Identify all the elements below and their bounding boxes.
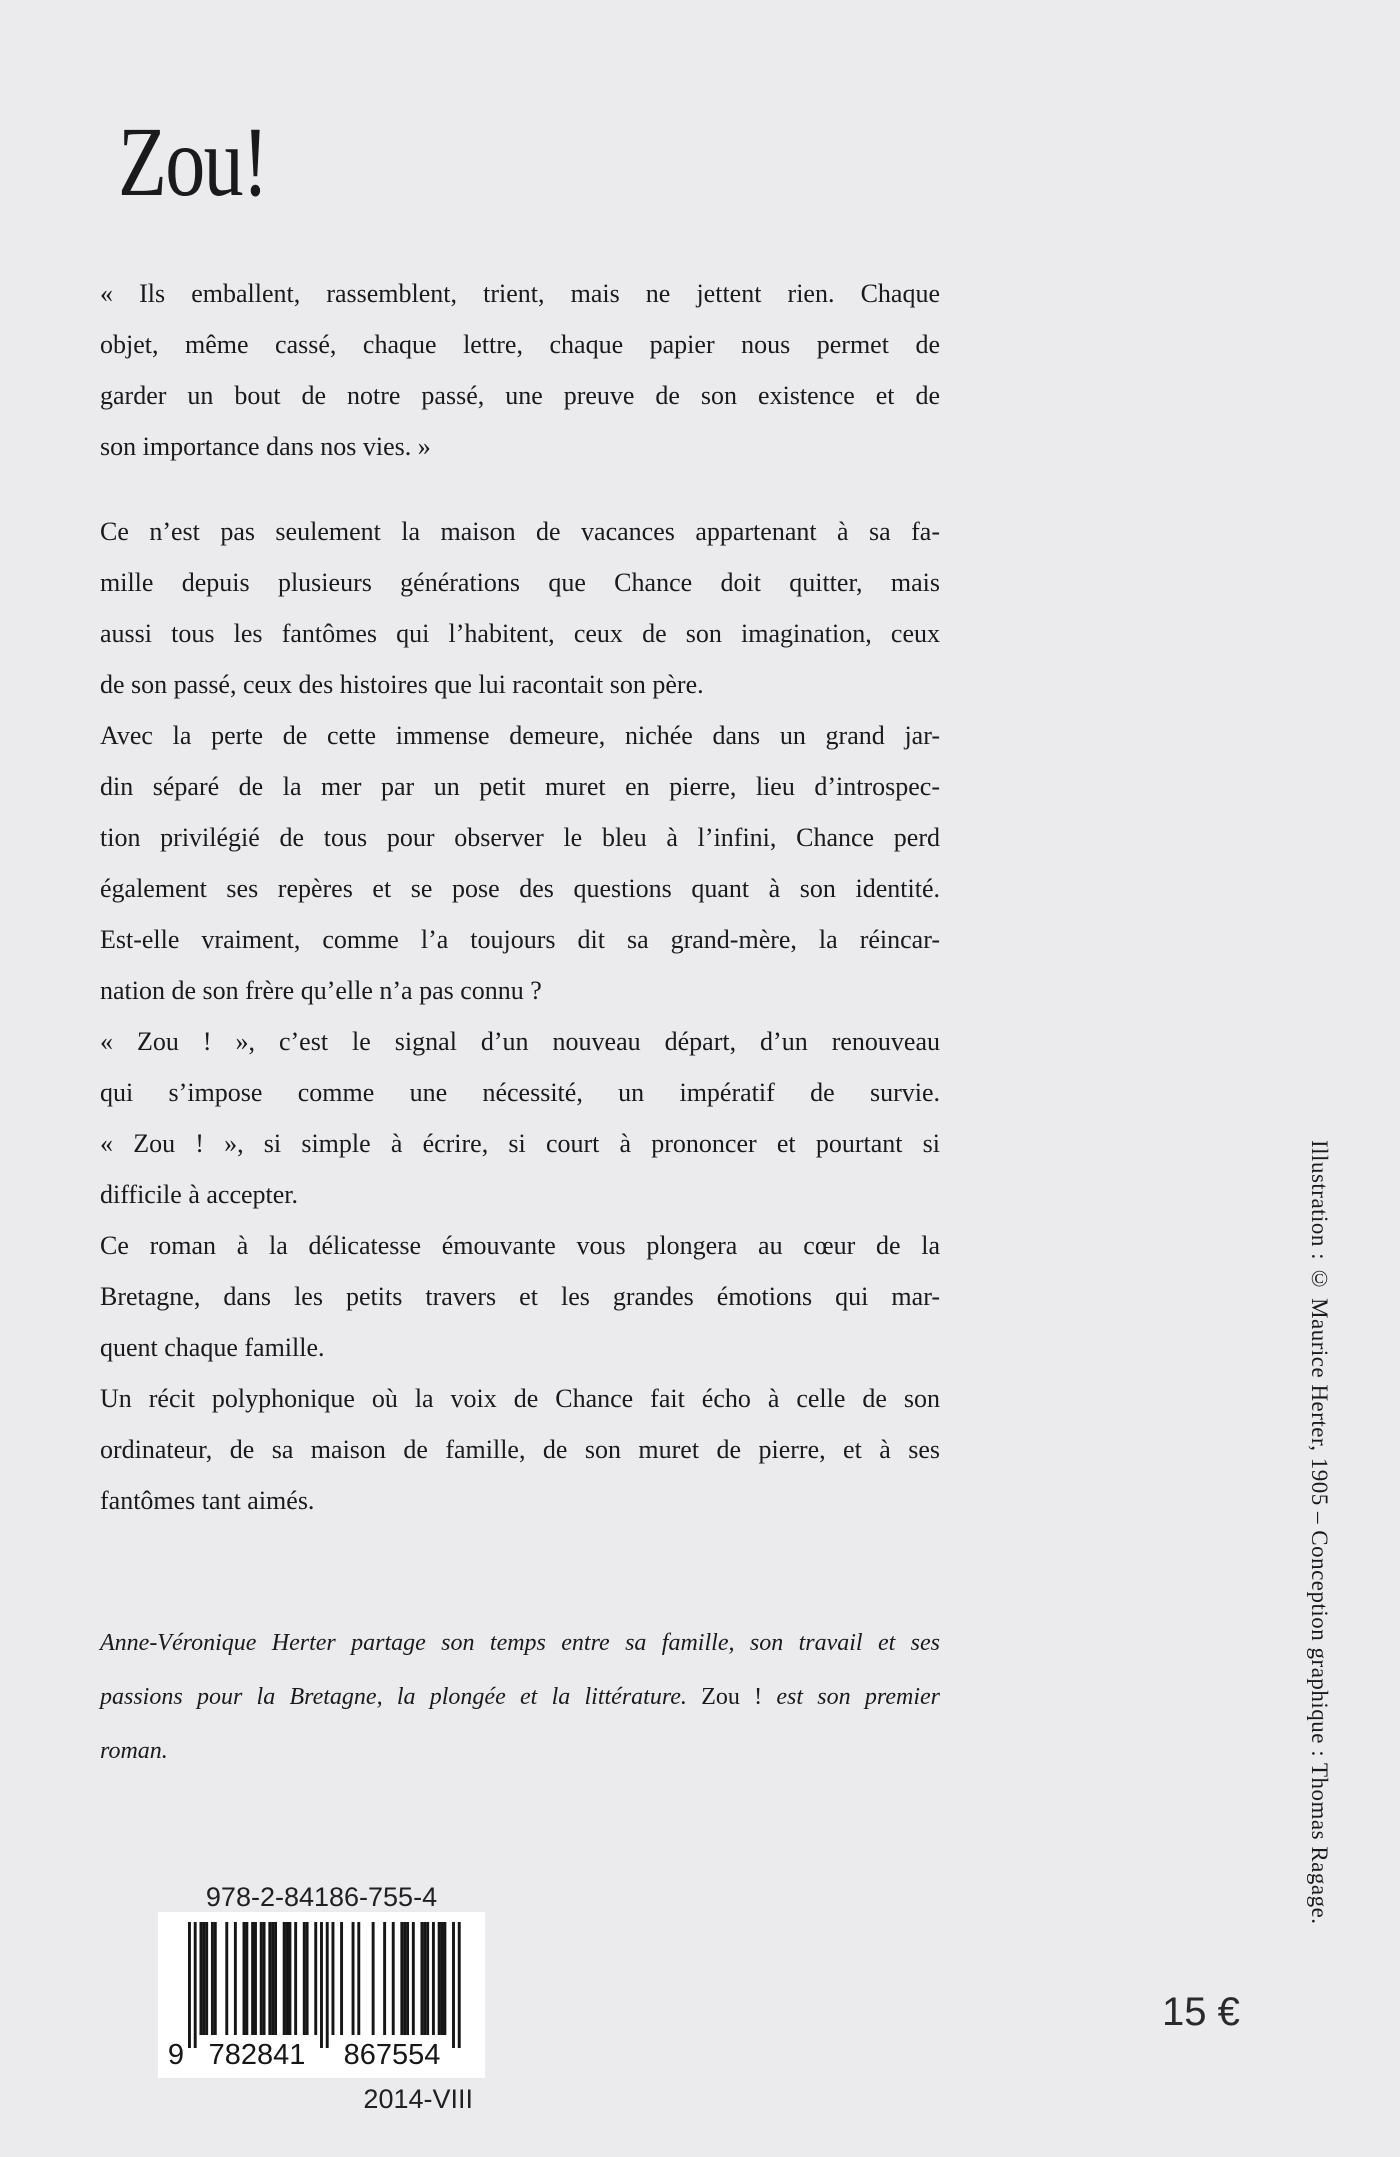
barcode-bar <box>357 1922 360 2035</box>
text-line: difficile à accepter. <box>100 1180 299 1209</box>
barcode-bar <box>214 1922 217 2035</box>
bio-text-segment: est son premier <box>762 1684 941 1710</box>
text-line: objet, même cassé, chaque lettre, chaque papier nous permet de <box>100 330 940 359</box>
text-line: Est-elle vraiment, comme l’a toujours dit sa grand-mère, la réincar- <box>100 925 940 954</box>
barcode-bar <box>194 1922 197 2048</box>
text-line: quent chaque famille. <box>100 1333 325 1362</box>
price: 15 € <box>1162 1990 1240 2034</box>
text-line: tion privilégié de tous pour observer le bleu à l’infini, Chance perd <box>100 823 940 852</box>
barcode-bar <box>260 1922 263 2035</box>
text-line: Anne-Véronique Herter partage son temps entre sa famille, son travail et ses <box>100 1630 940 1656</box>
text-line: Ce roman à la délicatesse émouvante vous plongera au cœur de la <box>100 1231 940 1260</box>
barcode-bar <box>400 1922 403 2035</box>
barcode-bar <box>274 1922 277 2035</box>
barcode-bar <box>254 1922 257 2035</box>
barcode-bar <box>225 1922 228 2035</box>
barcode-bar <box>420 1922 423 2035</box>
quote-paragraph <box>100 268 940 472</box>
barcode-bar <box>303 1922 306 2035</box>
barcode-bar <box>383 1922 386 2035</box>
synopsis-paragraph <box>100 506 940 710</box>
text-line: roman. <box>100 1738 168 1764</box>
text-line: fantômes tant aimés. <box>100 1486 315 1515</box>
text-line: ordinateur, de sa maison de famille, de son muret de pierre, et à ses <box>100 1435 940 1464</box>
isbn-number: 978-2-84186-755-4 <box>205 1882 438 1912</box>
barcode-bar <box>263 1922 266 2035</box>
barcode-bar <box>286 1922 289 2035</box>
text-line: Un récit polyphonique où la voix de Chance fait écho à celle de son <box>100 1384 940 1413</box>
text-line: « Ils emballent, rassemblent, trient, mais ne jettent rien. Chaque <box>100 279 940 308</box>
text-line: garder un bout de notre passé, une preuve de son existence et de <box>100 381 940 410</box>
barcode-digits: 9 <box>167 2039 184 2071</box>
text-line: nation de son frère qu’elle n’a pas connu ? <box>100 976 542 1005</box>
barcode-bar <box>202 1922 205 2035</box>
text-line: Ce n’est pas seulement la maison de vacances appartenant à sa fa- <box>100 517 940 546</box>
barcode-bar <box>199 1922 202 2035</box>
text-line: son importance dans nos vies. » <box>100 432 431 461</box>
barcode-bar <box>268 1922 271 2035</box>
text-line: qui s’impose comme une nécessité, un impératif de survie. <box>100 1078 940 1107</box>
synopsis <box>100 506 940 1526</box>
barcode-bar <box>205 1922 208 2035</box>
barcode-bar <box>412 1922 415 2035</box>
barcode-bar <box>340 1922 343 2035</box>
barcode-bar <box>432 1922 435 2035</box>
barcode-panel <box>158 1912 485 2078</box>
text-line: Avec la perte de cette immense demeure, nichée dans un grand jar- <box>100 721 940 750</box>
barcode-bar <box>211 1922 214 2035</box>
barcode-bar <box>243 1922 246 2035</box>
ean13-barcode <box>158 1912 485 2078</box>
barcode-bar <box>452 1922 455 2048</box>
barcode-bar <box>245 1922 248 2035</box>
barcode-bar <box>332 1922 335 2035</box>
text-line: « Zou ! », si simple à écrire, si court à prononcer et pourtant si <box>100 1129 940 1158</box>
barcode-bar <box>403 1922 406 2035</box>
synopsis-paragraph <box>100 1016 940 1220</box>
text-line: din séparé de la mer par un petit muret en pierre, lieu d’introspec- <box>100 772 940 801</box>
book-title: Zou! <box>118 106 268 217</box>
barcode-bar <box>283 1922 286 2035</box>
barcode-bar <box>314 1922 317 2035</box>
synopsis-paragraph <box>100 1220 940 1373</box>
barcode-digits: 782841 <box>208 2039 306 2071</box>
barcode-bar <box>288 1922 291 2035</box>
barcode-bar <box>320 1922 323 2048</box>
barcode-bar <box>438 1922 441 2035</box>
title-mention: Zou ! <box>701 1684 763 1710</box>
text-line: aussi tous les fantômes qui l’habitent, ceux de son imagination, ceux <box>100 619 940 648</box>
synopsis-paragraph <box>100 1373 940 1526</box>
author-bio <box>100 1616 940 1778</box>
barcode-bar <box>271 1922 274 2035</box>
barcode-bar <box>426 1922 429 2035</box>
barcode-digits: 867554 <box>343 2039 441 2071</box>
credits-vertical: Illustration : © Maurice Herter, 1905 – Conception graphique : Thomas Ragage. <box>1307 1140 1332 1925</box>
text-line: Bretagne, dans les petits travers et les grandes émotions qui mar- <box>100 1282 940 1311</box>
text-line <box>100 1670 940 1724</box>
barcode-bar <box>392 1922 395 2035</box>
barcode-bar <box>443 1922 446 2035</box>
text-line: de son passé, ceux des histoires que lui racontait son père. <box>100 670 704 699</box>
text-line: mille depuis plusieurs générations que Chance doit quitter, mais <box>100 568 940 597</box>
barcode-bar <box>188 1922 191 2048</box>
bio-text-segment: passions pour la Bretagne, la plongée et la littérature. <box>100 1684 702 1710</box>
barcode-bar <box>372 1922 375 2035</box>
barcode-bar <box>251 1922 254 2035</box>
barcode-bar <box>406 1922 409 2035</box>
synopsis-paragraph <box>100 710 940 1016</box>
barcode-bar <box>458 1922 461 2048</box>
text-line: « Zou ! », c’est le signal d’un nouveau départ, d’un renouveau <box>100 1027 940 1056</box>
barcode-bar <box>326 1922 329 2048</box>
barcode-bar <box>352 1922 355 2035</box>
barcode-bar <box>306 1922 309 2035</box>
barcode-bar <box>234 1922 237 2035</box>
barcode-bar <box>423 1922 426 2035</box>
barcode-bar <box>294 1922 297 2035</box>
barcode-bar <box>441 1922 444 2035</box>
edition-code: 2014-VIII <box>363 2084 473 2114</box>
text-line: également ses repères et se pose des questions quant à son identité. <box>100 874 940 903</box>
